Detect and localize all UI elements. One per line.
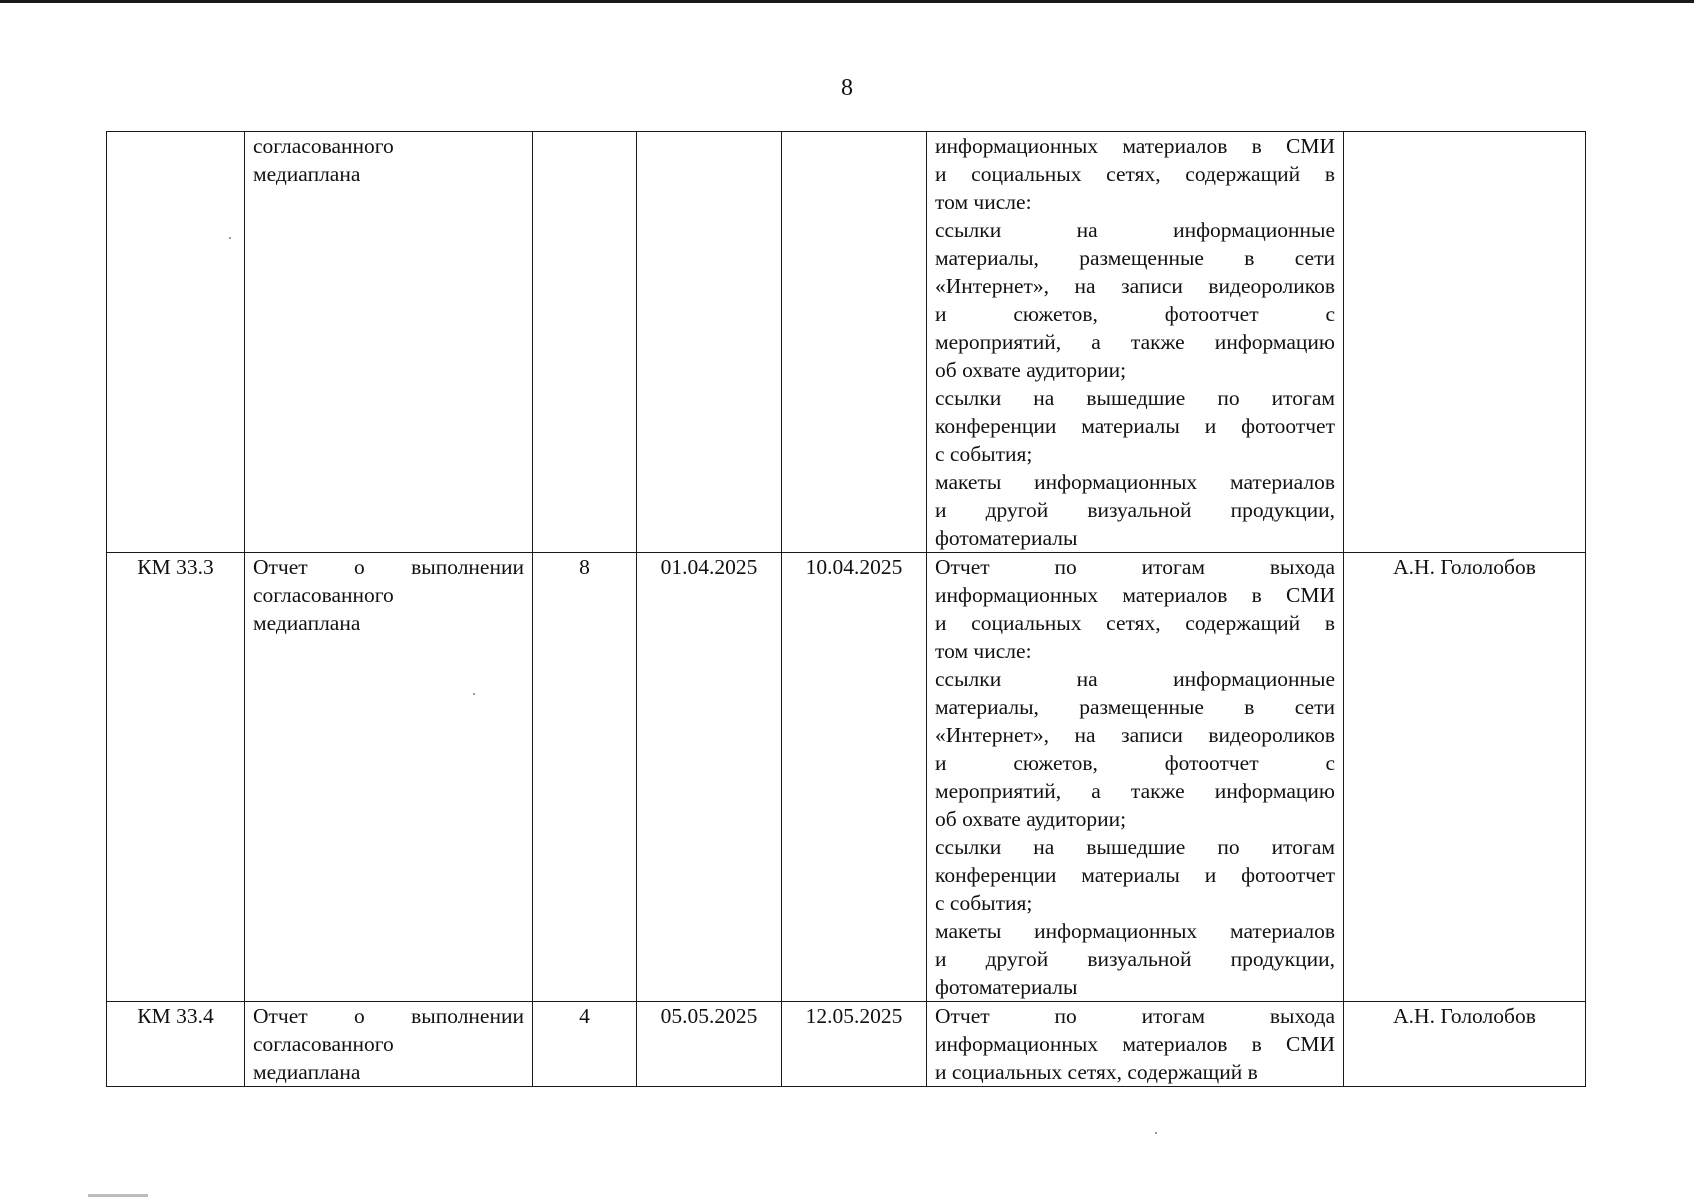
text-line: материалы, размещенные в сети bbox=[935, 246, 1335, 270]
scan-speck bbox=[473, 693, 475, 695]
text-line: информационных материалов в СМИ bbox=[935, 1032, 1335, 1056]
text-line: с события; bbox=[935, 891, 1033, 915]
text-line: об охвате аудитории; bbox=[935, 358, 1127, 382]
result-description-cell bbox=[927, 132, 1344, 553]
text-line: мероприятий, а также информацию bbox=[935, 779, 1335, 803]
end-date-cell bbox=[782, 1002, 927, 1087]
milestone-code: КМ 33.4 bbox=[137, 1004, 214, 1028]
text-line: медиаплана bbox=[253, 1060, 361, 1084]
responsible-cell bbox=[1344, 553, 1586, 1002]
table-row bbox=[107, 553, 1586, 1002]
text-line: и другой визуальной продукции, bbox=[935, 498, 1335, 522]
responsible-cell bbox=[1344, 1002, 1586, 1087]
text-line: Отчет о выполнении bbox=[253, 1004, 524, 1028]
text-line: и социальных сетях, содержащий в bbox=[935, 162, 1335, 186]
text-line: фотоматериалы bbox=[935, 975, 1078, 999]
text-line: Отчет по итогам выхода bbox=[935, 1004, 1335, 1028]
result-description-cell bbox=[927, 553, 1344, 1002]
milestone-code-cell bbox=[107, 1002, 245, 1087]
text-line: и социальных сетях, содержащий в bbox=[935, 1060, 1258, 1084]
text-line: материалы, размещенные в сети bbox=[935, 695, 1335, 719]
start-date-cell bbox=[637, 1002, 782, 1087]
page-number: 8 bbox=[841, 75, 853, 101]
end-date: 10.04.2025 bbox=[805, 555, 903, 579]
end-date-cell bbox=[782, 553, 927, 1002]
start-date: 01.04.2025 bbox=[660, 555, 758, 579]
responsible-cell bbox=[1344, 132, 1586, 553]
schedule-table bbox=[106, 131, 1586, 1087]
scan-bottom-mark bbox=[88, 1194, 148, 1197]
responsible-person: А.Н. Гололобов bbox=[1393, 1004, 1536, 1028]
milestone-name-cell bbox=[245, 553, 533, 1002]
milestone-name-cell bbox=[245, 1002, 533, 1087]
result-description-cell bbox=[927, 1002, 1344, 1087]
text-line: ссылки на информационные bbox=[935, 667, 1335, 691]
text-line: «Интернет», на записи видеороликов bbox=[935, 723, 1335, 747]
start-date-cell bbox=[637, 553, 782, 1002]
start-date-cell bbox=[637, 132, 782, 553]
text-line: медиаплана bbox=[253, 611, 361, 635]
duration-value: 4 bbox=[579, 1004, 590, 1028]
text-line: конференции материалы и фотоотчет bbox=[935, 863, 1335, 887]
duration-cell bbox=[533, 132, 637, 553]
text-line: ссылки на вышедшие по итогам bbox=[935, 835, 1335, 859]
milestone-code: КМ 33.3 bbox=[137, 555, 214, 579]
text-line: с события; bbox=[935, 442, 1033, 466]
milestone-code-cell bbox=[107, 553, 245, 1002]
text-line: макеты информационных материалов bbox=[935, 919, 1335, 943]
text-line: том числе: bbox=[935, 639, 1032, 663]
table-row bbox=[107, 1002, 1586, 1087]
duration-cell bbox=[533, 1002, 637, 1087]
start-date: 05.05.2025 bbox=[660, 1004, 758, 1028]
responsible-person: А.Н. Гололобов bbox=[1393, 555, 1536, 579]
text-line: медиаплана bbox=[253, 162, 361, 186]
text-line: согласованного bbox=[253, 1032, 394, 1056]
text-line: об охвате аудитории; bbox=[935, 807, 1127, 831]
scan-speck bbox=[229, 237, 231, 239]
text-line: информационных материалов в СМИ bbox=[935, 134, 1335, 158]
text-line: Отчет о выполнении bbox=[253, 555, 524, 579]
text-line: согласованного bbox=[253, 134, 394, 158]
text-line: конференции материалы и фотоотчет bbox=[935, 414, 1335, 438]
text-line: Отчет по итогам выхода bbox=[935, 555, 1335, 579]
scan-top-edge bbox=[0, 0, 1694, 3]
text-line: и другой визуальной продукции, bbox=[935, 947, 1335, 971]
text-line: и социальных сетях, содержащий в bbox=[935, 611, 1335, 635]
text-line: согласованного bbox=[253, 583, 394, 607]
text-line: и сюжетов, фотоотчет с bbox=[935, 302, 1335, 326]
text-line: мероприятий, а также информацию bbox=[935, 330, 1335, 354]
duration-value: 8 bbox=[579, 555, 590, 579]
text-line: и сюжетов, фотоотчет с bbox=[935, 751, 1335, 775]
end-date: 12.05.2025 bbox=[805, 1004, 903, 1028]
milestone-code-cell bbox=[107, 132, 245, 553]
scan-speck bbox=[1155, 1132, 1157, 1134]
text-line: информационных материалов в СМИ bbox=[935, 583, 1335, 607]
text-line: «Интернет», на записи видеороликов bbox=[935, 274, 1335, 298]
text-line: ссылки на вышедшие по итогам bbox=[935, 386, 1335, 410]
duration-cell bbox=[533, 553, 637, 1002]
text-line: макеты информационных материалов bbox=[935, 470, 1335, 494]
milestone-name-cell bbox=[245, 132, 533, 553]
text-line: том числе: bbox=[935, 190, 1032, 214]
text-line: ссылки на информационные bbox=[935, 218, 1335, 242]
table-row bbox=[107, 132, 1586, 553]
end-date-cell bbox=[782, 132, 927, 553]
text-line: фотоматериалы bbox=[935, 526, 1078, 550]
